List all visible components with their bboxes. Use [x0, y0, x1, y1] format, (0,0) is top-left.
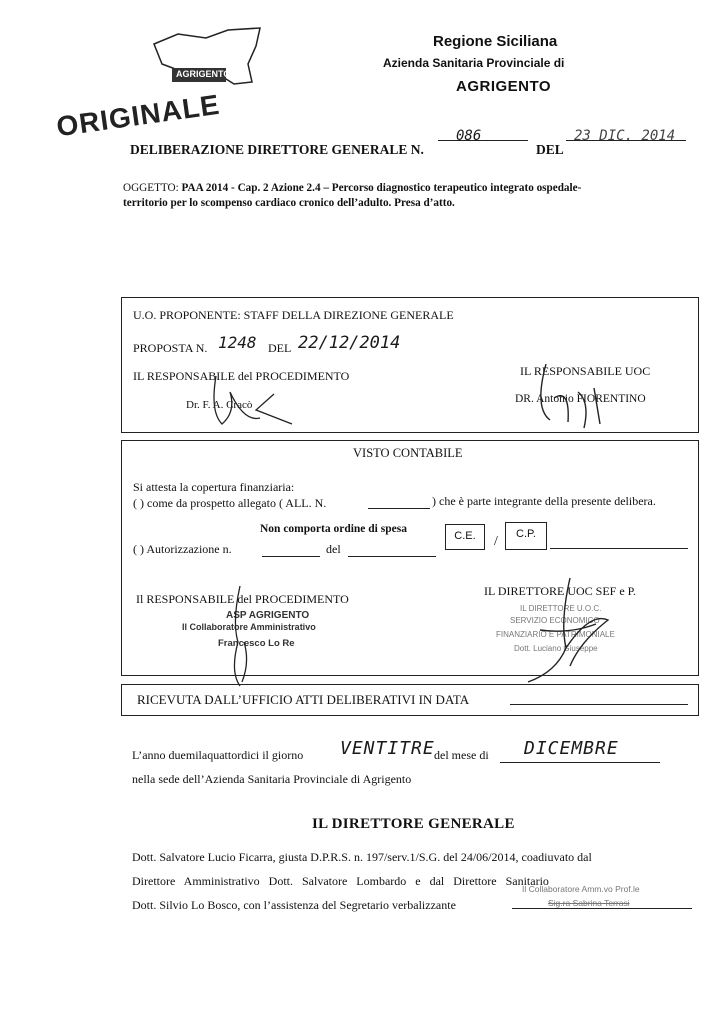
autorizzazione-blank — [262, 556, 320, 557]
month-label: del mese di — [434, 748, 489, 762]
region-title: Regione Siciliana — [433, 33, 558, 50]
director-heading: IL DIRETTORE GENERALE — [312, 816, 515, 832]
ce-cp-slash: / — [494, 534, 498, 549]
stamp-asp: ASP AGRIGENTO — [226, 610, 310, 621]
proposal-label: PROPOSTA N. — [133, 341, 208, 355]
cp-box: C.P. — [505, 522, 547, 550]
original-stamp: ORIGINALE — [54, 88, 222, 143]
deliberation-number: 086 — [456, 128, 482, 144]
allegato-line-b: ) che è parte integrante della presente delibera. — [432, 494, 656, 508]
stamp-name: Francesco Lo Re — [218, 638, 295, 649]
autorizzazione-label: ( ) Autorizzazione n. — [133, 542, 232, 556]
para-line-2: Direttore Amministrativo Dott. Salvatore Lombardo e dal Direttore Sanitario — [132, 874, 549, 888]
visto-resp-proc-label: Il RESPONSABILE del PROCEDIMENTO — [136, 592, 349, 606]
date-label: DEL — [536, 142, 564, 157]
deliberation-date: 23 DIC. 2014 — [574, 128, 676, 144]
subject — [123, 181, 703, 211]
ricevuta-blank — [510, 704, 688, 705]
autorizzazione-del: del — [326, 542, 341, 556]
cp-blank — [550, 548, 688, 549]
deliberation-label: DELIBERAZIONE DIRETTORE GENERALE N. — [130, 142, 424, 157]
copertura-line: Si attesta la copertura finanziaria: — [133, 480, 295, 494]
dir-stamp-2: SERVIZIO ECONOMICO — [510, 616, 600, 625]
year-text: L’anno duemilaquattordici il giorno — [132, 748, 304, 762]
secretary-blank — [512, 908, 692, 909]
day-handwritten: VENTITRE — [340, 738, 435, 759]
dir-stamp-3: FINANZIARIO E PATRIMONIALE — [496, 630, 615, 639]
sicily-map-icon — [148, 24, 266, 96]
proposal-del-label: DEL — [268, 341, 292, 355]
resp-uoc-label: IL RESPONSABILE UOC — [520, 364, 651, 378]
resp-proc-name: Dr. F. A. Cracò — [186, 399, 253, 411]
proposal-number: 1248 — [218, 333, 257, 352]
resp-uoc-name: DR. Antonio FIORENTINO — [515, 393, 646, 405]
month-handwritten: DICEMBRE — [524, 738, 619, 759]
allegato-line-a: ( ) come da prospetto allegato ( ALL. N. — [133, 496, 327, 510]
ce-box: C.E. — [445, 524, 485, 550]
subject-label: OGGETTO: — [123, 182, 179, 194]
stamp-collaboratore: Il Collaboratore Amministrativo — [182, 622, 316, 632]
del-blank — [348, 556, 436, 557]
secretary-stamp-2: Sig.ra Sabrina Terrasi — [548, 898, 630, 908]
logo-text: AGRIGENTO — [176, 69, 231, 79]
month-underline — [500, 762, 660, 763]
uo-proponente: U.O. PROPONENTE: STAFF DELLA DIREZIONE GENERALE — [133, 308, 454, 322]
proposal-date: 22/12/2014 — [298, 333, 401, 353]
city-title: AGRIGENTO — [456, 78, 552, 95]
dir-stamp-1: IL DIRETTORE U.O.C. — [520, 604, 602, 613]
non-comporta: Non comporta ordine di spesa — [260, 523, 407, 535]
ricevuta-label: RICEVUTA DALL’UFFICIO ATTI DELIBERATIVI IN DATA — [137, 692, 470, 707]
visto-title: VISTO CONTABILE — [353, 446, 463, 460]
signature-visto-proc — [210, 582, 270, 692]
secretary-stamp-1: Il Collaboratore Amm.vo Prof.le — [522, 884, 640, 894]
subject-text-2: territorio per lo scompenso cardiaco cronico dell’adulto. Presa d’atto. — [123, 197, 455, 209]
place-text: nella sede dell’Azienda Sanitaria Provinciale di Agrigento — [132, 772, 412, 786]
allegato-blank — [368, 508, 430, 509]
direttore-uoc-label: IL DIRETTORE UOC SEF e P. — [484, 584, 637, 598]
agency-logo — [148, 24, 266, 96]
resp-proc-label: IL RESPONSABILE del PROCEDIMENTO — [133, 369, 350, 383]
signature-resp-proc — [200, 372, 310, 432]
para-line-3: Dott. Silvio Lo Bosco, con l’assistenza del Segretario verbalizzante — [132, 898, 456, 912]
number-underline — [438, 140, 528, 141]
agency-title: Azienda Sanitaria Provinciale di — [383, 56, 565, 70]
signature-direttore — [510, 572, 620, 692]
subject-text: PAA 2014 - Cap. 2 Azione 2.4 – Percorso diagnostico terapeutico integrato ospedale- — [181, 182, 582, 194]
dir-stamp-4: Dott. Luciano Giuseppe — [514, 644, 598, 653]
para-line-1: Dott. Salvatore Lucio Ficarra, giusta D.P.R.S. n. 197/serv.1/S.G. del 24/06/2014, coadiuvato dal — [132, 850, 592, 864]
signature-resp-uoc — [520, 358, 620, 438]
